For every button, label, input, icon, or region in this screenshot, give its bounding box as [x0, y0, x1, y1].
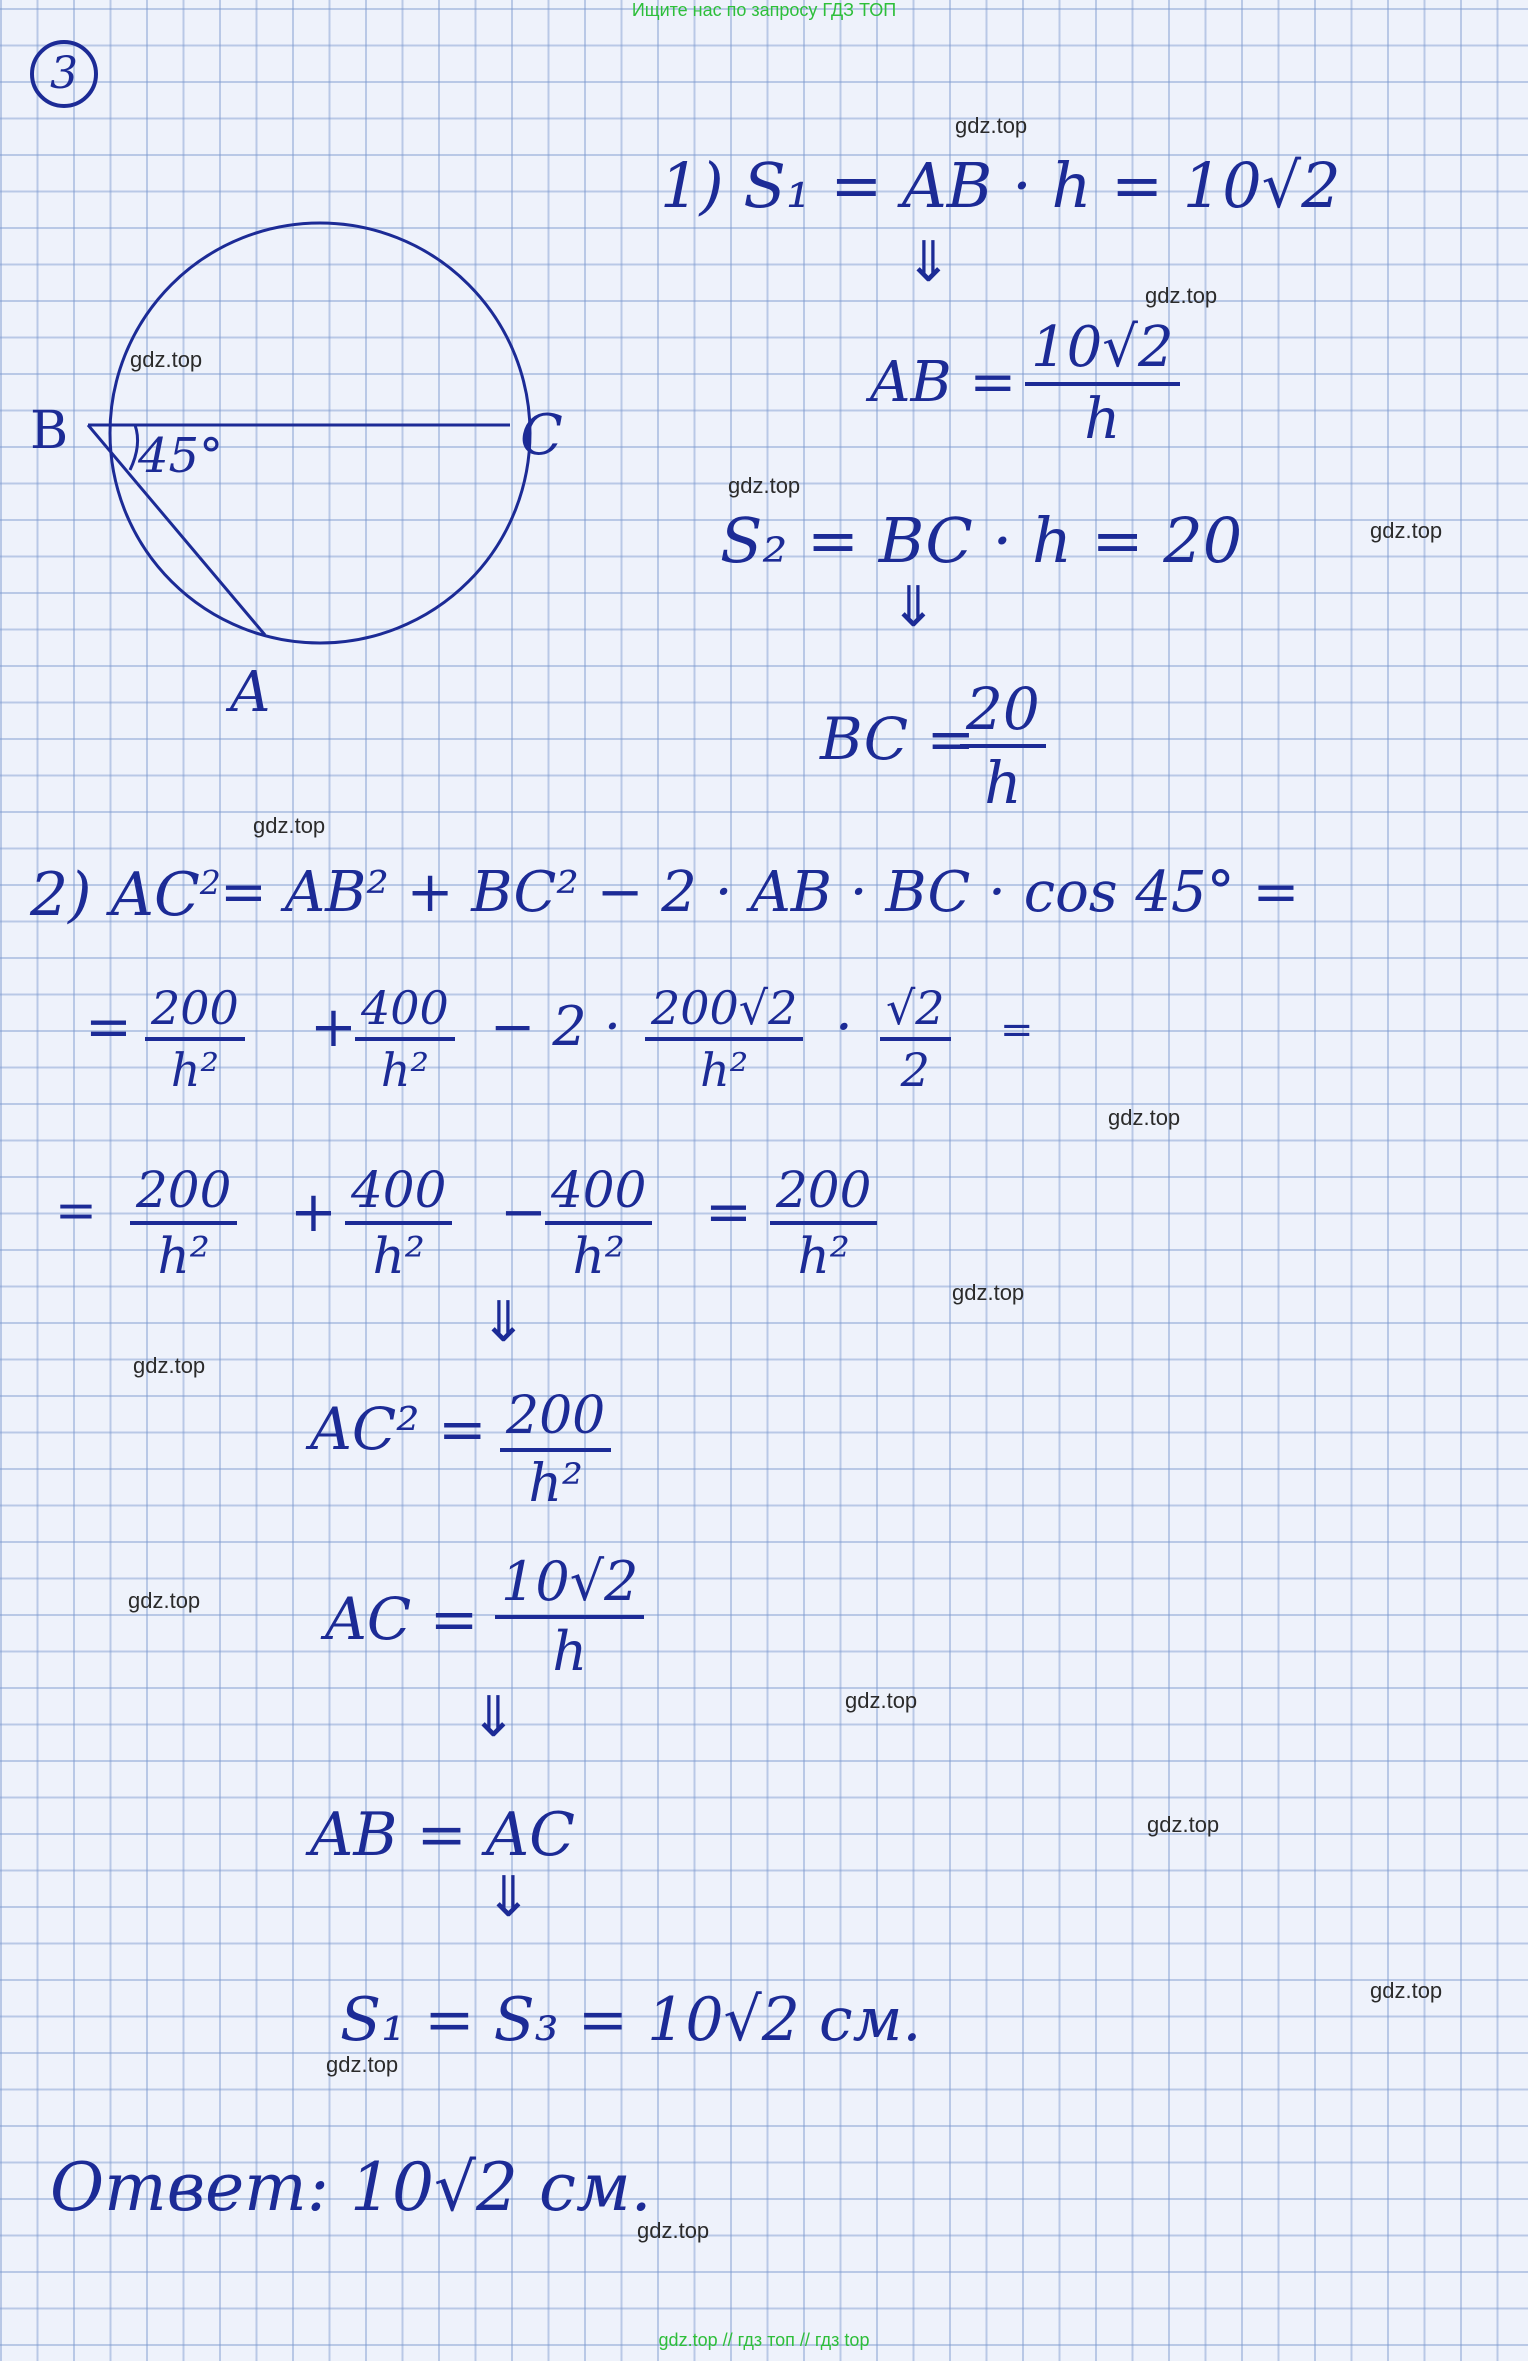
u-equals: =	[705, 1180, 752, 1245]
watermark[interactable]: gdz.top	[728, 473, 801, 498]
term4-fraction	[880, 981, 951, 1097]
ab-numerator: 10√2	[1025, 320, 1180, 386]
ab-denominator: h	[1084, 387, 1121, 452]
term3-den: h²	[700, 1043, 749, 1097]
u4-num: 200	[770, 1165, 877, 1225]
u2-den: h²	[372, 1227, 425, 1285]
watermark[interactable]: gdz.top	[326, 2052, 399, 2077]
ac-num: 10√2	[495, 1555, 644, 1619]
u3-num: 400	[545, 1165, 652, 1225]
u1-fraction	[130, 1161, 237, 1285]
watermark[interactable]: gdz.top	[637, 2218, 710, 2243]
line2-dot: ·	[835, 995, 853, 1060]
down-arrow-3: ⇓	[480, 1290, 527, 1355]
line2-plus: +	[310, 995, 357, 1060]
watermark[interactable]: gdz.top	[128, 1588, 201, 1613]
acsq-num: 200	[500, 1390, 611, 1452]
u-minus: −	[500, 1180, 547, 1245]
watermark[interactable]: gdz.top	[1147, 1812, 1220, 1837]
line2-equals: =	[85, 995, 132, 1060]
down-arrow-5: ⇓	[485, 1865, 532, 1930]
s1-equation: 1) S₁ = AB · h = 10√2	[660, 149, 1341, 222]
law-lhs: 2) $AC^2$	[30, 860, 221, 930]
line3-equals: =	[55, 1181, 97, 1239]
term3-fraction	[645, 981, 803, 1097]
bc-fraction	[960, 675, 1046, 817]
watermark[interactable]: gdz.top	[845, 1688, 918, 1713]
u2-num: 400	[345, 1165, 452, 1225]
acsq-fraction	[500, 1386, 611, 1514]
term3-num: 200√2	[645, 985, 803, 1041]
law-rhs: = AB² + BC² − 2 · AB · BC · cos 45° =	[220, 860, 1300, 925]
watermark[interactable]: gdz.top	[1370, 1978, 1443, 2003]
u4-den: h²	[797, 1227, 850, 1285]
down-arrow-1: ⇓	[905, 230, 952, 295]
term1-num: 200	[145, 985, 245, 1041]
u1-den: h²	[157, 1227, 210, 1285]
acsq-lhs: AC² =	[310, 1395, 487, 1463]
u3-fraction	[545, 1161, 652, 1285]
watermark[interactable]: gdz.top	[1145, 283, 1218, 308]
line2-end-equals: =	[1000, 1007, 1034, 1053]
watermark[interactable]: gdz.top	[1370, 518, 1443, 543]
ab-lhs: AB =	[870, 350, 1017, 415]
watermark[interactable]: gdz.top	[253, 813, 326, 838]
bc-lhs: BC =	[820, 705, 976, 773]
term4-num: √2	[880, 985, 951, 1041]
down-arrow-2: ⇓	[890, 575, 937, 640]
watermark[interactable]: gdz.top	[1108, 1105, 1181, 1130]
circle-diagram	[40, 200, 600, 725]
ac-fraction	[495, 1550, 644, 1683]
acsq-den: h²	[528, 1454, 583, 1514]
s1-equals-s3: S₁ = S₃ = 10√2 см.	[340, 1985, 922, 2055]
term2-fraction	[355, 981, 455, 1097]
bc-denominator: h	[984, 749, 1022, 817]
down-arrow-4: ⇓	[470, 1685, 517, 1750]
bc-numerator: 20	[960, 680, 1046, 748]
bottom-banner[interactable]: gdz.top // гдз топ // гдз top	[658, 2330, 870, 2350]
label-c: C	[520, 403, 563, 468]
term1-den: h²	[170, 1043, 219, 1097]
term2-den: h²	[380, 1043, 429, 1097]
watermark[interactable]: gdz.top	[133, 1353, 206, 1378]
term4-den: 2	[900, 1043, 930, 1097]
label-a: A	[230, 660, 271, 725]
term1-fraction	[145, 981, 245, 1097]
label-b: B	[30, 401, 69, 461]
angle-label: 45°	[138, 428, 224, 484]
watermark[interactable]: gdz.top	[952, 1280, 1025, 1305]
u1-num: 200	[130, 1165, 237, 1225]
angle-arc	[130, 425, 138, 470]
s2-equation: S₂ = BC · h = 20	[720, 504, 1243, 577]
ab-fraction	[1025, 315, 1180, 452]
u2-fraction	[345, 1161, 452, 1285]
answer: Ответ: 10√2 см.	[50, 2149, 652, 2226]
term2-num: 400	[355, 985, 455, 1041]
ac-den: h	[552, 1620, 588, 1683]
u4-fraction	[770, 1161, 877, 1285]
ab-equals-ac: AB = AC	[310, 1800, 576, 1870]
ac-lhs: AC =	[325, 1585, 479, 1653]
watermark[interactable]: gdz.top	[130, 347, 203, 372]
law-lhs-text: 2) AC	[30, 860, 200, 930]
u3-den: h²	[572, 1227, 625, 1285]
line2-minus2: − 2 ·	[490, 995, 622, 1058]
top-banner[interactable]: Ищите нас по запросу ГДЗ ТОП	[631, 0, 897, 20]
watermark[interactable]: gdz.top	[955, 113, 1028, 138]
problem-number: 3	[30, 40, 98, 108]
u-plus: +	[290, 1180, 337, 1245]
